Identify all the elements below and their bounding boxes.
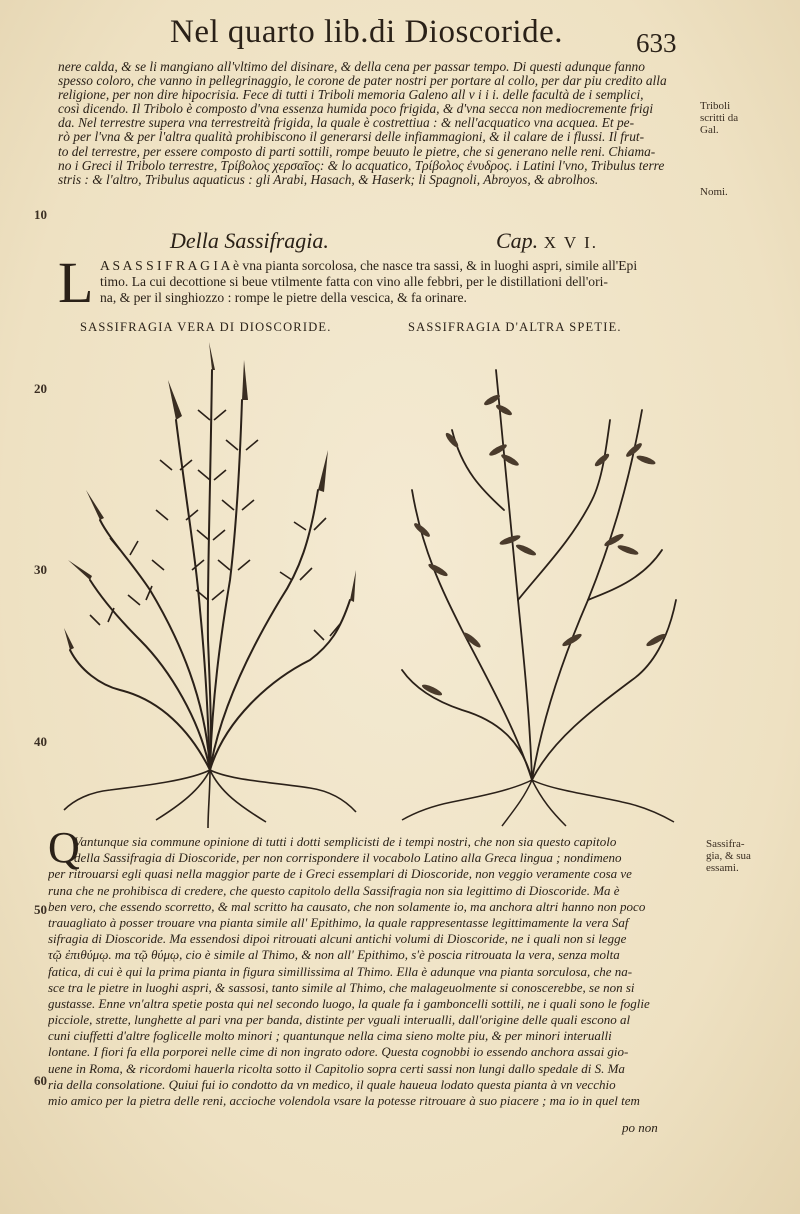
text-line: ben vero, che essendo scorretto, & mal scritto ha causato, che non solamente io, ma anchora altri hanno non poco bbox=[48, 898, 646, 914]
margin-note-nomi: Nomi. bbox=[700, 186, 728, 198]
line-number-40: 40 bbox=[34, 734, 47, 749]
page-header bbox=[0, 14, 800, 56]
line-number-60: 60 bbox=[34, 1073, 47, 1088]
text-line: lontane. I fiori fa ella porporei nelle cime di non ingrato odore. Questa cognobbi io essendo anchora assai gio- bbox=[48, 1044, 629, 1060]
text-line: timo. La cui decottione si beue vtilmente fatta con vino alle febbri, per le distillationi dell'ori- bbox=[100, 274, 608, 289]
text-line: sifragia di Dioscoride. Ma essendosi dipoi ritrouati alcuni antichi volumi di Dioscoride, ne i quali non si legge bbox=[48, 931, 627, 947]
text-line: ria della consolatione. Quiui fui io condotto da vn medico, il quale haueua lodato questa pianta à vn vecchio bbox=[48, 1076, 616, 1092]
text-line: mio amico per la pietra delle reni, accioche volendola vsare la potesse ritrouare à suo piacere ; ma io in quel tem bbox=[48, 1093, 640, 1108]
catchword: po non bbox=[622, 1120, 658, 1135]
illustration-sassifragia-vera bbox=[60, 340, 360, 830]
running-head: Nel quarto lib.di Dioscoride. bbox=[170, 14, 564, 50]
caption-right: SASSIFRAGIA D'ALTRA SPETIE. bbox=[408, 320, 622, 334]
text-line: cuni ciuffetti d'altre foglicelle molto minori ; quantunque nella cima sieno molte piu, & per minori interualli bbox=[48, 1028, 612, 1044]
line-number-20: 20 bbox=[34, 381, 47, 396]
text-line: spesso coloro, che vanno in pellegrinaggio, le corone de pater nostri per portare al collo, per dar piu credito alla bbox=[58, 74, 667, 89]
text-line: religione, per non dire hipocrisia. Fece di tutti i Triboli memoria Galeno all v i i i. delle facultà de i semplici, bbox=[58, 88, 644, 103]
text-line: da. Nel terrestre supera vna terrestreità frigida, la quale è costrettiua : & nell'acquatico vna acquea. Et pe- bbox=[58, 116, 635, 131]
text-line: stris : & l'altro, Tribulus aquaticus : gli Arabi, Hasach, & Haserk; li Spagnoli, Abroyos, & abrolhos. bbox=[58, 172, 599, 187]
text-line: no i Greci il Tribolo terrestre, Τρίβολος χερσαῖος: & lo acquatico, Τρίβολος ἐνυδρος. i Latini l'vno, Tribulus terre bbox=[58, 158, 665, 173]
line-number-10: 10 bbox=[34, 207, 47, 222]
top-paragraph bbox=[58, 60, 688, 187]
body-paragraph bbox=[48, 834, 708, 1109]
text-line: trauagliato à posser trouare vna pianta simile all' Epithimo, la quale rappresentasse legittimamente la vera Saf bbox=[48, 914, 629, 930]
line-number-30: 30 bbox=[34, 562, 47, 577]
text-line: fatica, di cui è qui la prima pianta in figura simillissima al Thimo. Ella è adunque vna pianta sorculosa, che na- bbox=[48, 963, 633, 979]
text-line: della Sassifragia di Dioscoride, per non corrispondere il vocabolo Latino alla Greca lingua ; nondimeno bbox=[74, 850, 622, 866]
line-number-50: 50 bbox=[34, 902, 47, 917]
text-line: rò per l'vna & per l'altra qualità prohibiscono il generarsi delle infiammagioni, & il calare de i flussi. Il frut- bbox=[58, 130, 645, 145]
text-line: uene in Roma, & ricordomi hauerla ricolta sotto il Capitolio sopra certi sassi non lungi dallo spedale di S. Ma bbox=[48, 1060, 625, 1076]
illustration-sassifragia-altra bbox=[392, 340, 682, 830]
text-line: sce tra le pietre in luoghi aspri, & sassosi, tanto simile al Thimo, che malageuolmente si conoscerebbe, se non si bbox=[48, 979, 635, 995]
text-line: gustasse. Enne vn'altra spetie posta qui nel secondo luogo, la quale fa i gamboncelli sottili, ne i quali sono le foglie bbox=[48, 995, 650, 1011]
body-dropcap: Q bbox=[48, 823, 80, 872]
chapter-title: Della Sassifragia. bbox=[170, 228, 329, 253]
text-line: na, & per il singhiozzo : rompe le pietre della vescica, & fa orinare. bbox=[100, 290, 467, 305]
margin-note-triboli: Triboli scritti da Gal. bbox=[700, 100, 739, 136]
intro-paragraph bbox=[100, 258, 637, 306]
chapter-number: Cap. X V I. bbox=[496, 228, 599, 253]
text-line: per ritrouarsi egli quasi nella maggior parte de i Greci essemplari di Dioscoride, non veggio veramente cosa ve bbox=[48, 866, 632, 882]
page-number: 633 bbox=[636, 28, 677, 58]
text-line: nere calda, & se li mangiano all'vltimo del disinare, & della cena per passar tempo. Di questi adunque fanno bbox=[58, 60, 645, 74]
text-line: to del terrestre, per essere composto di parti sottili, rompe beuuto le pietre, che si generano nelle reni. Chiama- bbox=[58, 144, 656, 159]
text-line: A S A S S I F R A G I A è vna pianta sorcolosa, che nasce tra sassi, & in luoghi aspri, simile all'Epi bbox=[100, 258, 638, 273]
intro-dropcap: L bbox=[58, 250, 94, 315]
text-line: picciole, strette, lunghette al pari vna per banda, distinte per vguali interualli, dall'origine delle quali escono al bbox=[48, 1012, 631, 1028]
text-line: Vantunque sia commune opinione di tutti i dotti semplicisti de i tempi nostri, che non sia questo capitolo bbox=[74, 834, 617, 849]
margin-note-sassifragia: Sassifra- gia, & sua essami. bbox=[706, 838, 751, 874]
text-line: così dicendo. Il Tribolo è composto d'vna essenza humida poco frigida, & d'vna secca non mediocremente frigi bbox=[58, 102, 654, 117]
text-line: τῷ ἐπιθύμῳ. ma τῷ θύμῳ, cio è simile al Thimo, & non all' Epithimo, s'è poscia ritrouata la vera, senza molta bbox=[48, 947, 620, 963]
chapter-heading bbox=[0, 226, 800, 256]
caption-left: SASSIFRAGIA VERA DI DIOSCORIDE. bbox=[80, 320, 332, 334]
text-line: runa che ne prohibisca di credere, che questo capitolo della Sassifragia non sia legittimo di Dioscoride. Ma è bbox=[48, 882, 620, 898]
